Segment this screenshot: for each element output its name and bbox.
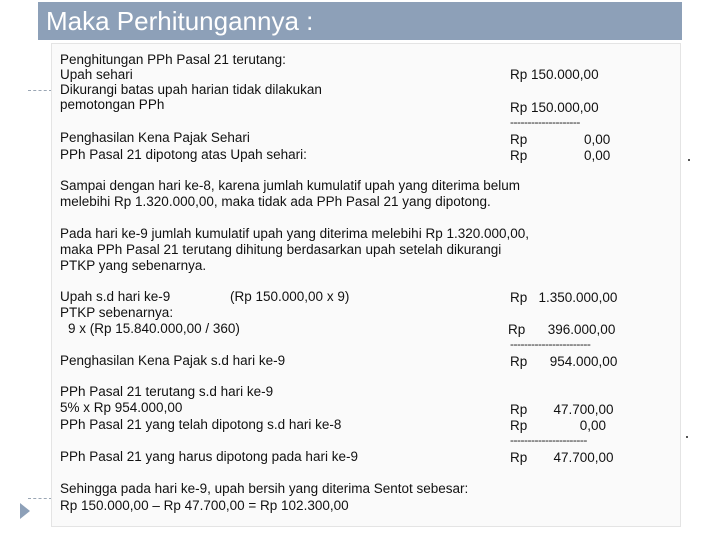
value-upah-sehari: Rp 150.000,00 <box>510 67 599 82</box>
label-pkp-hari-9: Penghasilan Kena Pajak s.d hari ke-9 <box>60 353 286 368</box>
value-pkp-hari-9: Rp 954.000,00 <box>510 354 618 369</box>
value-pph-sehari-rp: Rp <box>510 148 528 163</box>
formula-pph-terutang: 5% x Rp 954.000,00 <box>60 400 183 415</box>
separator-3: ---------------------- <box>510 433 587 447</box>
slide-title: Maka Perhitungannya : <box>38 2 682 40</box>
scan-speck <box>686 436 688 438</box>
separator-2: ----------------------- <box>510 337 591 351</box>
scan-speck <box>688 159 690 161</box>
conclusion-line-1: Sehingga pada hari ke-9, upah bersih yang diterima Sentot sebesar: <box>60 481 469 496</box>
label-pkp-sehari: Penghasilan Kena Pajak Sehari <box>60 130 250 145</box>
label-pph-sehari: PPh Pasal 21 dipotong atas Upah sehari: <box>60 147 307 162</box>
heading-line: Penghitungan PPh Pasal 21 terutang: <box>60 52 286 67</box>
value-upah-hari-9: Rp 1.350.000,00 <box>510 290 618 305</box>
value-pph-dipotong-hari-8: Rp 0,00 <box>510 418 607 433</box>
paragraph-2-line-3: PTKP yang sebenarnya. <box>60 258 207 273</box>
label-pph-terutang: PPh Pasal 21 terutang s.d hari ke-9 <box>60 384 274 399</box>
paragraph-2-line-1: Pada hari ke-9 jumlah kumulatif upah yang diterima melebihi Rp 1.320.000,00, <box>60 226 530 241</box>
value-ptkp: Rp 396.000,00 <box>508 322 616 337</box>
label-pph-harus-dipotong: PPh Pasal 21 yang harus dipotong pada hari ke-9 <box>60 449 358 464</box>
label-pemotongan: pemotongan PPh <box>60 97 165 112</box>
formula-ptkp: 9 x (Rp 15.840.000,00 / 360) <box>68 321 240 336</box>
scanned-document <box>52 44 680 526</box>
label-upah-hari-9: Upah s.d hari ke-9 <box>60 289 171 304</box>
paragraph-1-line-2: melebihi Rp 1.320.000,00, maka tidak ada PPh Pasal 21 yang dipotong. <box>60 194 491 209</box>
value-pph-harus-dipotong: Rp 47.700,00 <box>510 450 614 465</box>
label-upah-sehari: Upah sehari <box>60 67 133 82</box>
value-pph-sehari: 0,00 <box>584 148 611 163</box>
conclusion-line-2: Rp 150.000,00 – Rp 47.700,00 = Rp 102.300,00 <box>60 498 349 513</box>
formula-upah-hari-9: (Rp 150.000,00 x 9) <box>230 289 350 304</box>
label-ptkp: PTKP sebenarnya: <box>60 305 174 320</box>
separator-1: -------------------- <box>510 115 580 129</box>
left-divider-top <box>28 90 52 91</box>
label-dikurangi: Dikurangi batas upah harian tidak dilakukan <box>60 82 322 97</box>
paragraph-1-line-1: Sampai dengan hari ke-8, karena jumlah kumulatif upah yang diterima belum <box>60 178 521 193</box>
label-pph-dipotong-hari-8: PPh Pasal 21 yang telah dipotong s.d hari ke-8 <box>60 417 342 432</box>
left-divider-bottom <box>28 498 52 499</box>
paragraph-2-line-2: maka PPh Pasal 21 terutang dihitung berdasarkan upah setelah dikurangi <box>60 242 502 257</box>
value-batas-upah: Rp 150.000,00 <box>510 100 599 115</box>
value-pkp-sehari: 0,00 <box>584 132 611 147</box>
bullet-arrow-icon <box>20 503 30 519</box>
value-pph-terutang: Rp 47.700,00 <box>510 402 614 417</box>
value-pkp-sehari-rp: Rp <box>510 132 528 147</box>
